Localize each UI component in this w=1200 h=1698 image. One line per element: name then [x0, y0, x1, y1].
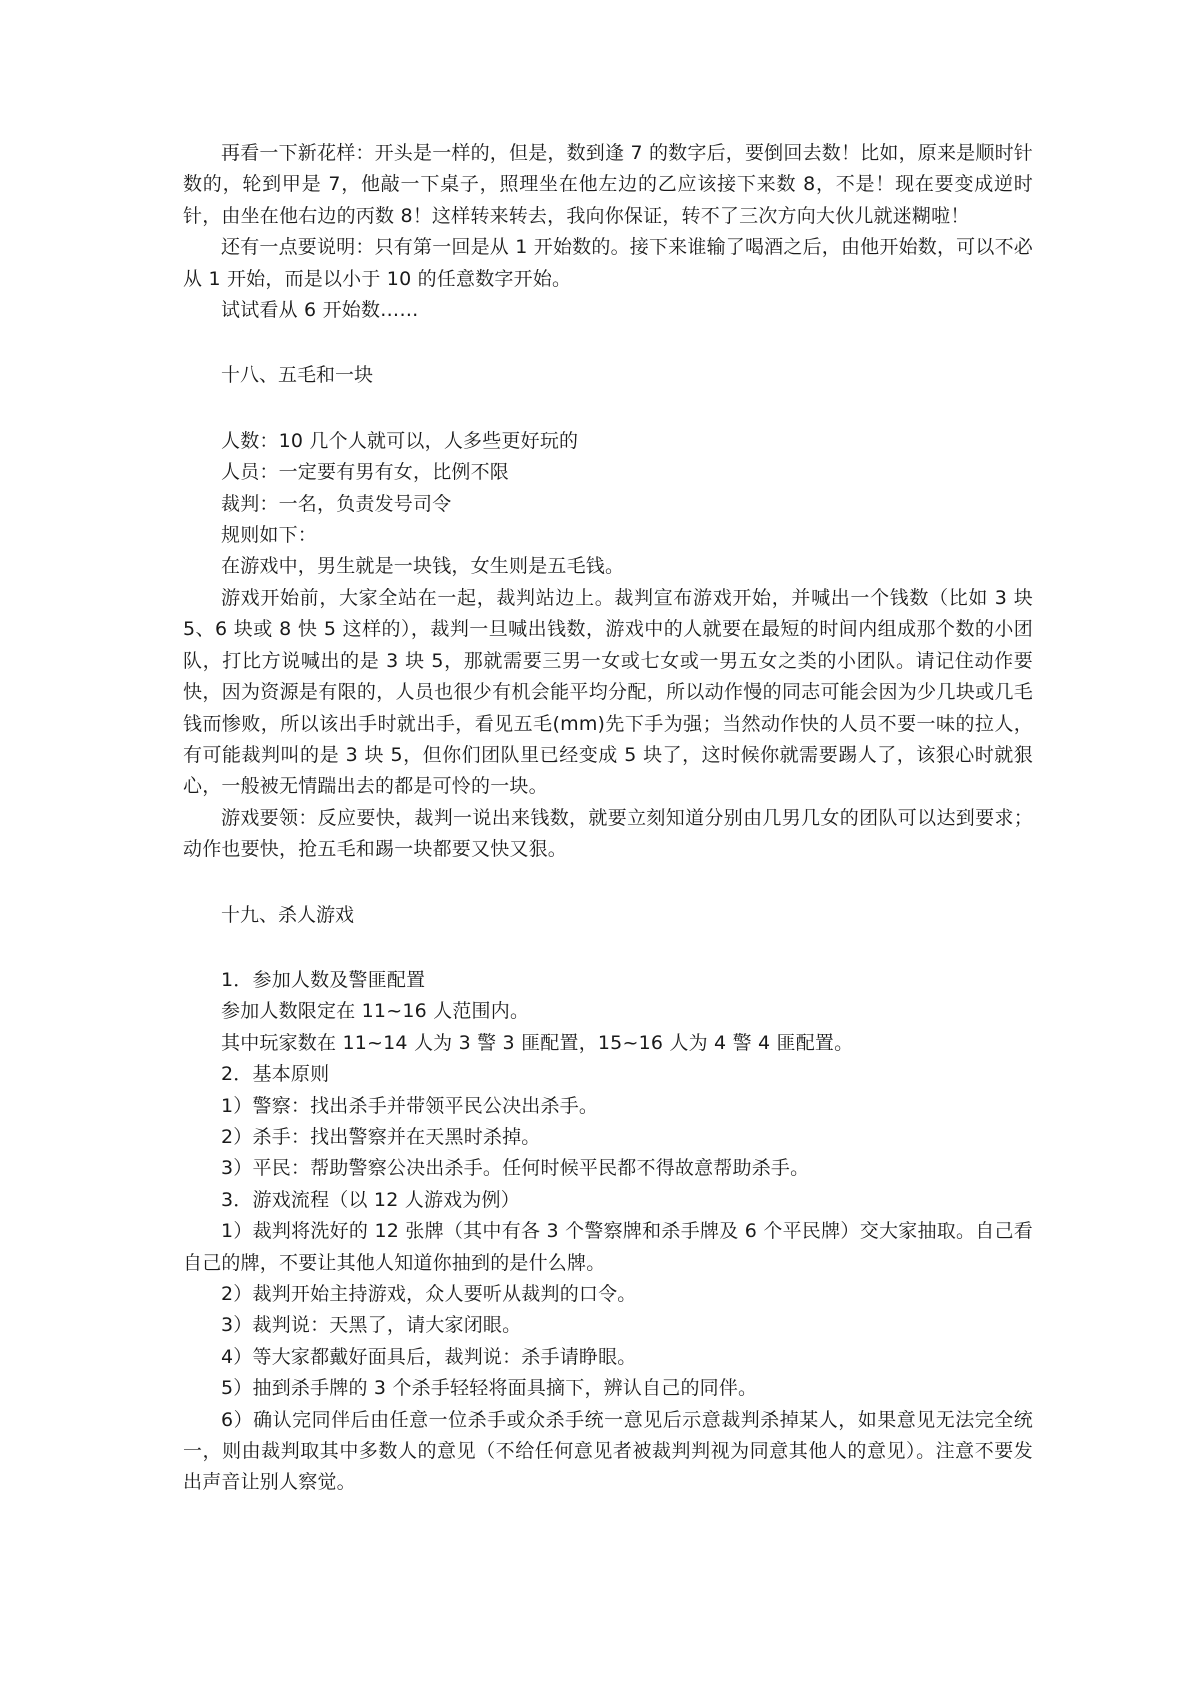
spacer [183, 392, 1033, 426]
section-heading-19: 十九、杀人游戏 [221, 903, 355, 926]
spacer [183, 866, 1033, 900]
paragraph: 2）裁判开始主持游戏，众人要听从裁判的口令。 [221, 1283, 637, 1305]
paragraph: 试试看从 6 开始数…… [221, 299, 419, 322]
paragraph: 还有一点要说明：只有第一回是从 1 开始数的。接下来谁输了喝酒之后，由他开始数，可以不必从 1 开始，而是以小于 10 的任意数字开始。 [183, 236, 1033, 290]
paragraph: 游戏开始前，大家全站在一起，裁判站边上。裁判宣布游戏开始，并喊出一个钱数（比如 3 块 5、6 块或 8 快 5 这样的），裁判一旦喊出钱数，游戏中的人就要在最短的时间内组成那个数的小团队，打比方说喊出的是 3 块 5，那就需要三男一女或七女或一男五女之类的小团队。请记住动作要快，因为资源是有限的，人员也很少有机会能平均分配，所以动作慢的同志可能会因为少几块或几毛钱而惨败，所以该出手时就出手，看见五毛(mm)先下手为强；当然动作快的人员不要一味的拉人，有可能裁判叫的是 3 块 5，但你们团队里已经变成 5 块了，这时候你就需要踢人了，该狠心时就狠心，一般被无情踹出去的都是可怜的一块。 [183, 586, 1033, 798]
document-page [183, 138, 1033, 1499]
paragraph: 2）杀手：找出警察并在天黑时杀掉。 [221, 1125, 541, 1148]
paragraph: 规则如下： [221, 524, 318, 547]
paragraph: 1）警察：找出杀手并带领平民公决出杀手。 [221, 1094, 599, 1117]
paragraph: 参加人数限定在 11~16 人范围内。 [221, 1000, 530, 1023]
paragraph: 3）平民：帮助警察公决出杀手。任何时候平民都不得故意帮助杀手。 [221, 1157, 810, 1180]
paragraph: 人员：一定要有男有女，比例不限 [221, 461, 510, 484]
paragraph: 2．基本原则 [221, 1063, 330, 1086]
paragraph: 1）裁判将洗好的 12 张牌（其中有各 3 个警察牌和杀手牌及 6 个平民牌）交大家抽取。自己看自己的牌，不要让其他人知道你抽到的是什么牌。 [183, 1220, 1034, 1274]
paragraph: 3．游戏流程（以 12 人游戏为例） [221, 1188, 520, 1211]
paragraph: 1．参加人数及警匪配置 [221, 968, 426, 991]
paragraph: 在游戏中，男生就是一块钱，女生则是五毛钱。 [221, 555, 625, 578]
paragraph: 3）裁判说：天黑了，请大家闭眼。 [221, 1314, 522, 1337]
paragraph: 再看一下新花样：开头是一样的，但是，数到逢 7 的数字后，要倒回去数！比如，原来是顺时针数的，轮到甲是 7，他敲一下桌子，照理坐在他左边的乙应该接下来数 8，不是！现在要变成逆时针，由坐在他右边的丙数 8！这样转来转去，我向你保证，转不了三次方向大伙儿就迷糊啦！ [183, 142, 1033, 227]
paragraph: 5）抽到杀手牌的 3 个杀手轻轻将面具摘下，辨认自己的同伴。 [221, 1377, 758, 1400]
spacer [183, 931, 1033, 965]
paragraph: 6）确认完同伴后由任意一位杀手或众杀手统一意见后示意裁判杀掉某人，如果意见无法完全统一，则由裁判取其中多数人的意见（不给任何意见者被裁判判视为同意其他人的意见）。注意不要发出声音让别人察觉。 [183, 1408, 1033, 1494]
paragraph: 4）等大家都戴好面具后，裁判说：杀手请睁眼。 [221, 1345, 637, 1368]
spacer [183, 326, 1033, 360]
paragraph: 游戏要领：反应要快，裁判一说出来钱数，就要立刻知道分别由几男几女的团队可以达到要求；动作也要快，抢五毛和踢一块都要又快又狠。 [183, 806, 1033, 861]
paragraph: 其中玩家数在 11~14 人为 3 警 3 匪配置，15~16 人为 4 警 4 匪配置。 [221, 1031, 854, 1054]
section-heading-18: 十八、五毛和一块 [221, 364, 374, 387]
paragraph: 人数：10 几个人就可以，人多些更好玩的 [221, 429, 579, 452]
paragraph: 裁判：一名，负责发号司令 [221, 492, 452, 515]
